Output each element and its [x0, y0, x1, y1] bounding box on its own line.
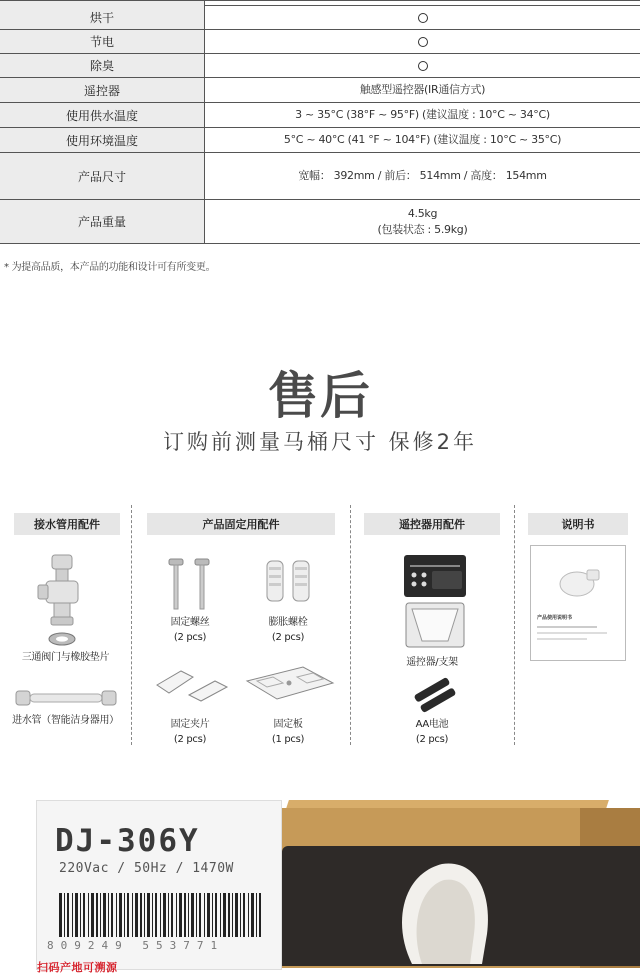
item-label: AA电池 — [415, 719, 449, 730]
fixing-screw-icon — [165, 557, 215, 612]
spec-key: 使用供水温度 — [0, 103, 205, 127]
toilet-seat-illustration — [382, 854, 502, 966]
item-qty: (2 pcs) — [173, 734, 207, 745]
tee-valve-icon — [38, 553, 88, 648]
table-row — [0, 153, 640, 200]
circle-check-icon — [418, 37, 428, 47]
table-row — [0, 30, 640, 54]
spec-value: 宽幅： 392mm / 前后： 514mm / 高度： 154mm — [298, 169, 547, 182]
table-row — [0, 103, 640, 128]
item-label-block — [145, 717, 235, 747]
item-label-block — [243, 717, 333, 747]
table-row — [0, 128, 640, 153]
item-qty: (2 pcs) — [271, 632, 305, 643]
spec-value-cell — [205, 30, 640, 53]
circle-check-icon — [418, 61, 428, 71]
group-header: 接水管用配件 — [14, 513, 120, 535]
spec-key: 除臭 — [0, 54, 205, 77]
inlet-hose-icon — [16, 685, 116, 711]
spec-value: 触感型遥控器(IR通信方式) — [359, 83, 486, 96]
item-label: 固定板 — [273, 719, 303, 730]
accessory-group-fixing — [131, 505, 350, 745]
item-label: 固定螺丝 — [170, 617, 210, 628]
manual-text-line — [537, 638, 587, 640]
electrical-rating: 220Vac / 50Hz / 1470W — [59, 861, 234, 876]
barcode-digits: 809249 553771 — [47, 939, 225, 952]
spec-key: 节电 — [0, 30, 205, 53]
item-label: 遥控器/支架 — [406, 657, 458, 668]
spec-key: 遥控器 — [0, 78, 205, 102]
spec-value-cell — [205, 1, 640, 5]
aa-battery-icon — [412, 677, 458, 713]
manual-text-line — [537, 632, 607, 634]
group-header: 产品固定用配件 — [147, 513, 335, 535]
spec-key: 使用环境温度 — [0, 128, 205, 152]
spec-key: 产品重量 — [0, 200, 205, 243]
spec-key: 烘干 — [0, 6, 205, 29]
item-qty: (2 pcs) — [415, 734, 449, 745]
spec-value: 5°C ~ 40°C (41 °F ~ 104°F) (建议温度 : 10°C ~ 35°C) — [283, 133, 562, 146]
accessory-group-remote — [350, 505, 514, 745]
spec-value-packaged: (包装状态 : 5.9kg) — [377, 222, 468, 236]
table-row — [0, 6, 640, 30]
table-row — [0, 78, 640, 103]
remote-control-icon — [402, 553, 468, 651]
manual-title: 产品使用说明书 — [537, 615, 573, 621]
product-box-photo — [0, 790, 640, 974]
item-label: 膨胀螺栓 — [268, 617, 308, 628]
fixing-plate-icon — [243, 663, 337, 705]
circle-check-icon — [418, 13, 428, 23]
disclaimer-note: * 为提高品质，本产品的功能和设计可有所变更。 — [4, 262, 216, 273]
spec-value-cell — [205, 54, 640, 77]
after-sale-subtitle: 订购前测量马桶尺寸 保修2年 — [162, 430, 478, 454]
spec-value-cell — [205, 6, 640, 29]
item-label: 固定夹片 — [170, 719, 210, 730]
item-label-block — [350, 717, 514, 747]
group-header: 说明书 — [528, 513, 628, 535]
table-row — [0, 54, 640, 78]
group-header: 遥控器用配件 — [364, 513, 500, 535]
item-qty: (1 pcs) — [271, 734, 305, 745]
table-row — [0, 200, 640, 244]
spec-value: 4.5kg — [407, 206, 438, 220]
fixing-clip-icon — [153, 665, 231, 705]
trace-origin-label: 扫码产地可溯源 — [37, 961, 118, 974]
manual-text-line — [537, 626, 597, 628]
spec-table — [0, 0, 640, 244]
accessory-group-manual — [514, 505, 640, 745]
model-number: DJ-306Y — [55, 823, 200, 859]
manual-icon — [530, 545, 626, 661]
expansion-bolt-icon — [263, 557, 315, 612]
spec-value: 3 ~ 35°C (38°F ~ 95°F) (建议温度 : 10°C ~ 34°C) — [295, 108, 550, 121]
item-label: 三通阀门与橡胶垫片 — [21, 652, 110, 663]
spec-value-cell — [205, 200, 640, 243]
spec-key: 产品尺寸 — [0, 153, 205, 199]
item-qty: (2 pcs) — [173, 632, 207, 643]
product-label-sticker — [36, 800, 282, 974]
item-label-block — [243, 615, 333, 645]
item-label-block — [145, 615, 235, 645]
accessory-group-water — [0, 505, 131, 745]
barcode-icon — [59, 893, 279, 937]
toilet-seat-icon — [557, 564, 601, 598]
box-dark-panel — [282, 846, 640, 966]
item-label: 进水管（智能洁身器用） — [12, 715, 119, 726]
after-sale-title: 售后 — [268, 367, 372, 425]
